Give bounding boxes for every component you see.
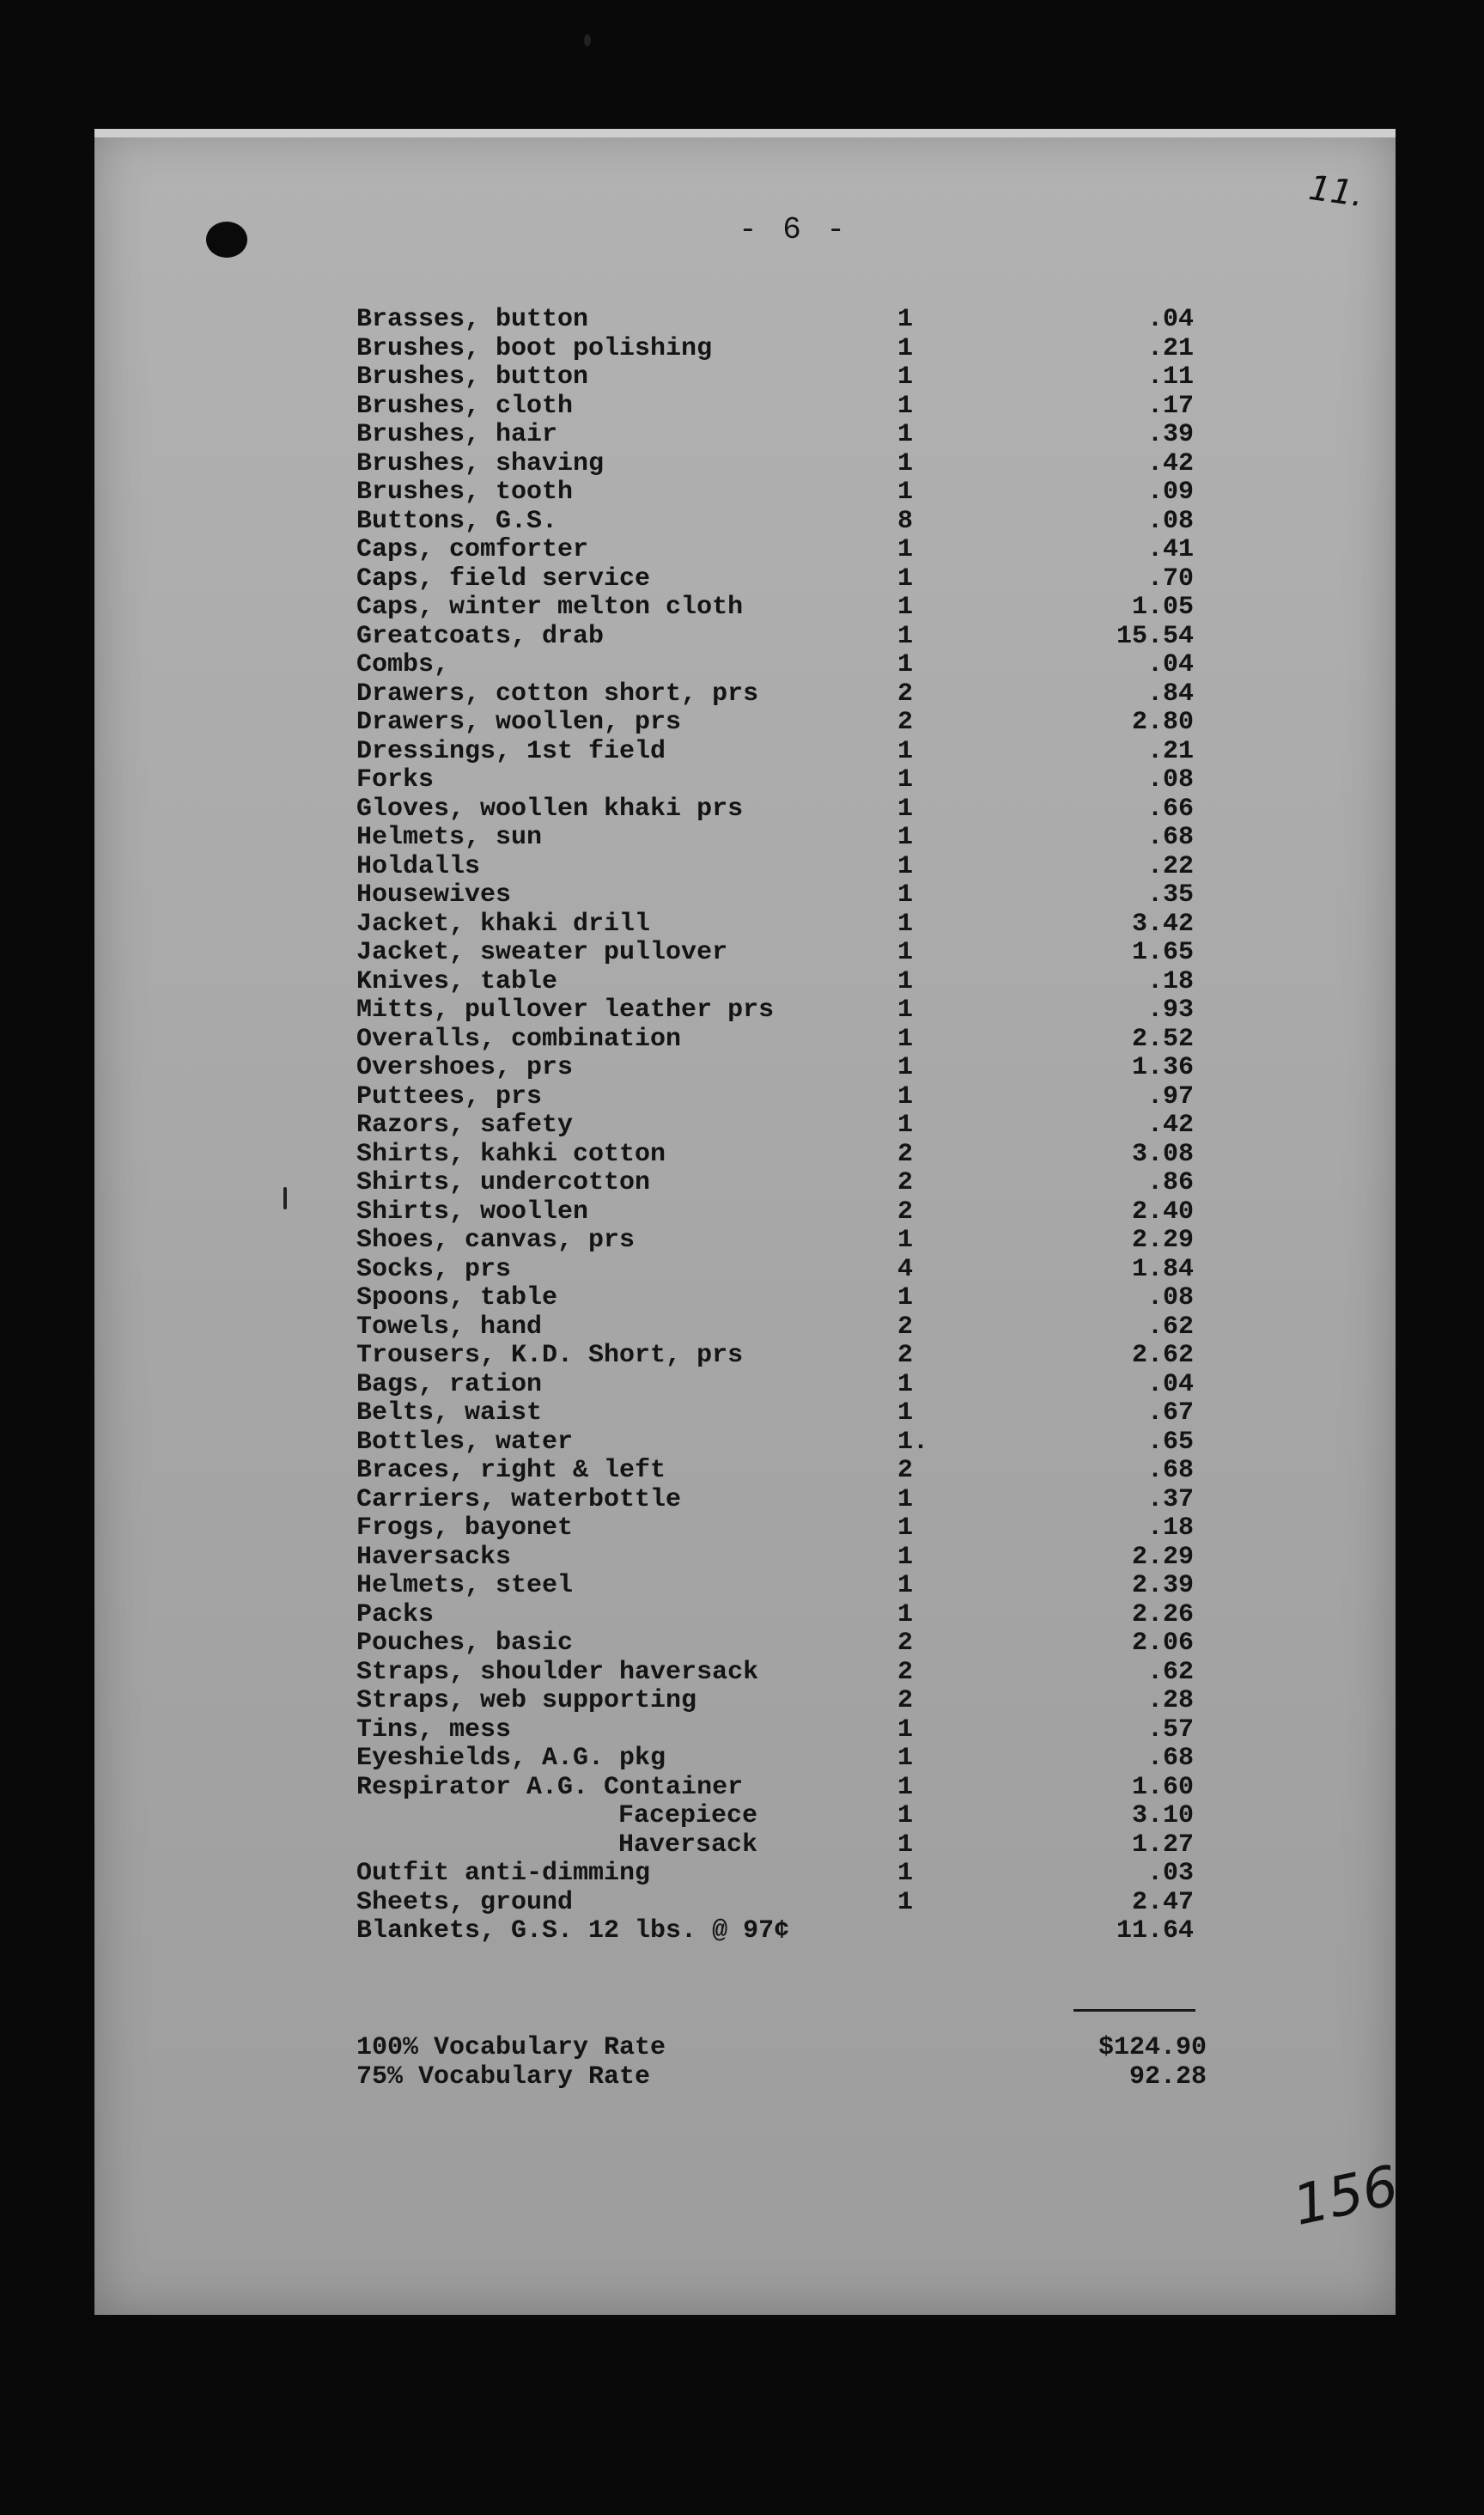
item-label: Brushes, cloth	[356, 391, 574, 421]
item-quantity: 8	[897, 506, 914, 536]
item-quantity: 1	[897, 1571, 914, 1600]
item-price: .42	[1146, 1111, 1194, 1140]
item-price: .03	[1146, 1859, 1194, 1888]
item-price: .68	[1146, 823, 1194, 852]
item-label: Respirator A.G. Container	[356, 1772, 744, 1802]
list-item	[356, 1313, 1215, 1343]
item-quantity: 1	[897, 1830, 914, 1860]
item-price: .22	[1146, 851, 1194, 881]
item-quantity: 1	[897, 448, 914, 478]
item-label: Overshoes, prs	[356, 1053, 574, 1082]
item-price: 2.26	[1131, 1599, 1194, 1629]
item-label: Brushes, boot polishing	[356, 333, 713, 363]
item-quantity: 2	[897, 1456, 914, 1485]
item-label: Belts, waist	[356, 1398, 543, 1428]
list-item	[356, 623, 1215, 652]
list-item	[356, 1399, 1215, 1428]
list-item	[356, 478, 1215, 508]
item-quantity: 1.	[897, 1427, 929, 1457]
list-item	[356, 421, 1215, 450]
list-item	[356, 565, 1215, 594]
item-price: .08	[1146, 506, 1194, 536]
item-quantity: 1	[897, 1398, 914, 1428]
list-item	[356, 1371, 1215, 1400]
item-price: 11.64	[1116, 1916, 1194, 1946]
list-item	[356, 536, 1215, 565]
item-price: .86	[1146, 1168, 1194, 1197]
item-price: 1.05	[1131, 593, 1194, 622]
item-price: .08	[1146, 1283, 1194, 1312]
item-quantity: 2	[897, 708, 914, 737]
item-price: 2.06	[1131, 1629, 1194, 1658]
item-label: Shoes, canvas, prs	[356, 1226, 636, 1255]
item-price: .35	[1146, 880, 1194, 910]
item-quantity: 1	[897, 1513, 914, 1543]
item-quantity: 1	[897, 1714, 914, 1745]
list-item	[356, 1111, 1215, 1141]
list-item	[356, 594, 1215, 623]
list-item	[356, 1514, 1215, 1544]
item-label: Bottles, water	[356, 1427, 574, 1457]
list-item	[356, 1284, 1215, 1313]
item-label: Carriers, waterbottle	[356, 1484, 682, 1514]
item-price: .41	[1146, 535, 1194, 564]
item-quantity: 1	[897, 1024, 914, 1054]
item-label: Towels, hand	[356, 1312, 543, 1342]
item-label: Straps, web supporting	[356, 1686, 697, 1715]
list-item	[356, 1802, 1215, 1831]
item-quantity: 1	[897, 1283, 914, 1312]
list-item	[356, 651, 1215, 680]
item-label: Jacket, sweater pullover	[356, 938, 728, 967]
item-price: .93	[1146, 996, 1194, 1025]
item-quantity: 1	[897, 909, 914, 939]
summary-amount: 92.28	[1128, 2061, 1207, 2092]
item-label: Brasses, button	[356, 305, 589, 334]
list-item	[356, 508, 1215, 537]
summary-row	[356, 2063, 1215, 2092]
item-quantity: 4	[897, 1254, 914, 1284]
item-label: Mitts, pullover leather prs	[356, 996, 775, 1025]
item-label: Outfit anti-dimming	[356, 1859, 651, 1888]
item-label: Gloves, woollen khaki prs	[356, 794, 744, 824]
item-quantity: 1	[897, 1484, 914, 1514]
list-item	[356, 680, 1215, 709]
item-price: .09	[1146, 478, 1194, 507]
item-quantity: 2	[897, 1197, 914, 1227]
item-price: .67	[1146, 1398, 1194, 1428]
item-label: Packs	[356, 1599, 435, 1629]
list-item	[356, 910, 1215, 940]
item-label: Puttees, prs	[356, 1081, 543, 1111]
item-label: Haversacks	[356, 1542, 512, 1572]
item-label: Dressings, 1st field	[356, 736, 666, 766]
summary-label: 100% Vocabulary Rate	[356, 2033, 666, 2062]
item-label: Facepiece	[618, 1801, 758, 1830]
list-item	[356, 1457, 1215, 1486]
item-price: .21	[1146, 736, 1194, 766]
item-price: .04	[1146, 305, 1194, 334]
item-price: 2.29	[1131, 1542, 1194, 1572]
list-item	[356, 335, 1215, 364]
list-item	[356, 1198, 1215, 1227]
item-quantity: 1	[897, 996, 914, 1025]
item-price: .68	[1146, 1456, 1194, 1485]
dust-speck	[584, 34, 591, 46]
item-price: 1.27	[1131, 1830, 1194, 1860]
item-label: Blankets, G.S. 12 lbs. @ 97¢	[356, 1916, 790, 1946]
item-quantity: 1	[897, 765, 914, 795]
item-label: Trousers, K.D. Short, prs	[356, 1341, 744, 1370]
item-price: 1.84	[1131, 1254, 1194, 1284]
item-quantity: 1	[897, 823, 914, 852]
item-label: Razors, safety	[356, 1111, 574, 1140]
list-item	[356, 1572, 1215, 1601]
item-quantity: 1	[897, 1859, 914, 1888]
item-label: Buttons, G.S.	[356, 506, 558, 536]
item-quantity: 2	[897, 1168, 914, 1197]
item-label: Helmets, steel	[356, 1571, 574, 1600]
item-price: 2.29	[1131, 1226, 1194, 1255]
item-quantity: 1	[897, 736, 914, 766]
item-label: Knives, table	[356, 966, 558, 996]
item-quantity: 1	[897, 794, 914, 824]
list-item	[356, 1860, 1215, 1889]
list-item	[356, 306, 1215, 335]
item-price: 3.10	[1131, 1801, 1194, 1830]
item-label: Haversack	[618, 1830, 758, 1860]
item-label: Greatcoats, drab	[356, 621, 605, 651]
list-item	[356, 1141, 1215, 1170]
list-item	[356, 1659, 1215, 1688]
item-price: .62	[1146, 1312, 1194, 1342]
summary-amount: $124.90	[1098, 2033, 1207, 2062]
item-price: 3.08	[1131, 1139, 1194, 1169]
item-quantity: 1	[897, 563, 914, 594]
item-label: Housewives	[356, 880, 512, 910]
item-price: 2.39	[1131, 1571, 1194, 1600]
list-item	[356, 795, 1215, 825]
item-label: Brushes, hair	[356, 420, 558, 449]
item-price: .62	[1146, 1657, 1194, 1687]
item-label: Drawers, woollen, prs	[356, 708, 682, 737]
item-quantity: 1	[897, 420, 914, 449]
list-item	[356, 1026, 1215, 1055]
item-label: Shirts, kahki cotton	[356, 1139, 666, 1169]
item-price: 2.40	[1131, 1197, 1194, 1227]
list-item	[356, 1544, 1215, 1573]
list-item	[356, 1831, 1215, 1860]
item-price: 2.47	[1131, 1887, 1194, 1917]
list-item	[356, 1687, 1215, 1716]
item-quantity: 1	[897, 966, 914, 996]
item-price: 1.36	[1131, 1053, 1194, 1082]
item-quantity: 2	[897, 1341, 914, 1370]
item-quantity: 1	[897, 391, 914, 421]
item-label: Shirts, undercotton	[356, 1168, 651, 1197]
list-item	[356, 1601, 1215, 1630]
list-item	[356, 393, 1215, 422]
list-item	[356, 1917, 1215, 1946]
item-quantity: 1	[897, 1801, 914, 1830]
item-price: .11	[1146, 362, 1194, 392]
item-quantity: 1	[897, 938, 914, 967]
item-label: Drawers, cotton short, prs	[356, 679, 759, 709]
list-item	[356, 1428, 1215, 1458]
item-price: .37	[1146, 1484, 1194, 1514]
list-item	[356, 1256, 1215, 1285]
handwritten-annotation: 156	[1287, 2154, 1404, 2238]
item-label: Braces, right & left	[356, 1456, 666, 1485]
item-price: 2.62	[1131, 1341, 1194, 1370]
item-quantity: 1	[897, 1772, 914, 1802]
item-quantity: 1	[897, 305, 914, 334]
handwritten-annotation: 11.	[1306, 167, 1366, 216]
item-price: .42	[1146, 448, 1194, 478]
item-price: 15.54	[1116, 621, 1194, 651]
item-quantity: 2	[897, 679, 914, 709]
item-quantity: 1	[897, 621, 914, 651]
item-price: .65	[1146, 1427, 1194, 1457]
item-price: .70	[1146, 563, 1194, 594]
item-quantity: 2	[897, 1312, 914, 1342]
item-price: .04	[1146, 1369, 1194, 1399]
item-price: .18	[1146, 966, 1194, 996]
item-quantity: 2	[897, 1657, 914, 1687]
item-price: .08	[1146, 765, 1194, 795]
item-quantity: 2	[897, 1629, 914, 1658]
list-item	[356, 1169, 1215, 1198]
item-price: .28	[1146, 1686, 1194, 1715]
item-quantity: 1	[897, 880, 914, 910]
item-label: Holdalls	[356, 851, 481, 881]
list-item	[356, 1342, 1215, 1371]
item-label: Caps, field service	[356, 563, 651, 594]
list-item	[356, 1889, 1215, 1918]
item-price: 1.65	[1131, 938, 1194, 967]
item-price: .39	[1146, 420, 1194, 449]
item-quantity: 1	[897, 593, 914, 622]
list-item	[356, 1774, 1215, 1803]
item-label: Helmets, sun	[356, 823, 543, 852]
item-label: Socks, prs	[356, 1254, 512, 1284]
item-label: Caps, winter melton cloth	[356, 593, 744, 622]
item-price: 2.52	[1131, 1024, 1194, 1054]
item-quantity: 1	[897, 333, 914, 363]
item-label: Brushes, tooth	[356, 478, 574, 507]
item-quantity: 1	[897, 1111, 914, 1140]
dust-speck	[283, 1187, 287, 1209]
list-item	[356, 939, 1215, 968]
item-quantity: 1	[897, 851, 914, 881]
item-label: Brushes, shaving	[356, 448, 605, 478]
item-quantity: 1	[897, 1369, 914, 1399]
list-item	[356, 1716, 1215, 1745]
item-quantity: 2	[897, 1686, 914, 1715]
item-quantity: 1	[897, 1081, 914, 1111]
item-label: Eyeshields, A.G. pkg	[356, 1744, 666, 1773]
item-price: .66	[1146, 794, 1194, 824]
item-label: Tins, mess	[356, 1714, 512, 1745]
page-top-edge	[94, 129, 1396, 137]
item-price: .18	[1146, 1513, 1194, 1543]
item-price: .84	[1146, 679, 1194, 709]
item-label: Sheets, ground	[356, 1887, 574, 1917]
list-item	[356, 738, 1215, 767]
item-price: .57	[1146, 1714, 1194, 1745]
item-label: Shirts, woollen	[356, 1197, 589, 1227]
item-label: Frogs, bayonet	[356, 1513, 574, 1543]
list-item	[356, 1227, 1215, 1256]
item-quantity: 1	[897, 1226, 914, 1255]
list-item	[356, 1083, 1215, 1112]
item-price: 1.60	[1131, 1772, 1194, 1802]
item-quantity: 1	[897, 1599, 914, 1629]
item-price: .97	[1146, 1081, 1194, 1111]
list-item	[356, 1486, 1215, 1515]
item-label: Jacket, khaki drill	[356, 909, 651, 939]
item-quantity: 1	[897, 650, 914, 679]
list-item	[356, 363, 1215, 393]
list-item	[356, 1745, 1215, 1774]
item-label: Forks	[356, 765, 435, 795]
summary-label: 75% Vocabulary Rate	[356, 2061, 651, 2092]
item-label: Combs,	[356, 650, 450, 679]
item-quantity: 1	[897, 1053, 914, 1082]
item-list	[356, 306, 1215, 1946]
list-item	[356, 881, 1215, 910]
list-item	[356, 1054, 1215, 1083]
item-label: Spoons, table	[356, 1283, 558, 1312]
item-label: Brushes, button	[356, 362, 589, 392]
item-quantity: 1	[897, 1744, 914, 1773]
list-item	[356, 450, 1215, 479]
item-label: Caps, comforter	[356, 535, 589, 564]
item-quantity: 1	[897, 362, 914, 392]
list-item	[356, 996, 1215, 1026]
item-price: 2.80	[1131, 708, 1194, 737]
item-quantity: 1	[897, 535, 914, 564]
item-price: 3.42	[1131, 909, 1194, 939]
item-price: .04	[1146, 650, 1194, 679]
list-item	[356, 1629, 1215, 1659]
page-number: - 6 -	[738, 212, 849, 247]
item-quantity: 2	[897, 1139, 914, 1169]
item-price: .68	[1146, 1744, 1194, 1773]
list-item	[356, 824, 1215, 853]
summary-row	[356, 2034, 1215, 2063]
item-quantity: 1	[897, 1542, 914, 1572]
summary-list	[356, 2034, 1215, 2092]
item-label: Bags, ration	[356, 1369, 543, 1399]
list-item	[356, 709, 1215, 738]
list-item	[356, 766, 1215, 795]
item-label: Overalls, combination	[356, 1024, 682, 1054]
total-rule	[1073, 2009, 1195, 2012]
item-label: Pouches, basic	[356, 1629, 574, 1658]
list-item	[356, 968, 1215, 997]
item-quantity: 1	[897, 478, 914, 507]
item-price: .17	[1146, 391, 1194, 421]
item-label: Straps, shoulder haversack	[356, 1657, 759, 1687]
item-price: .21	[1146, 333, 1194, 363]
item-quantity: 1	[897, 1887, 914, 1917]
list-item	[356, 853, 1215, 882]
